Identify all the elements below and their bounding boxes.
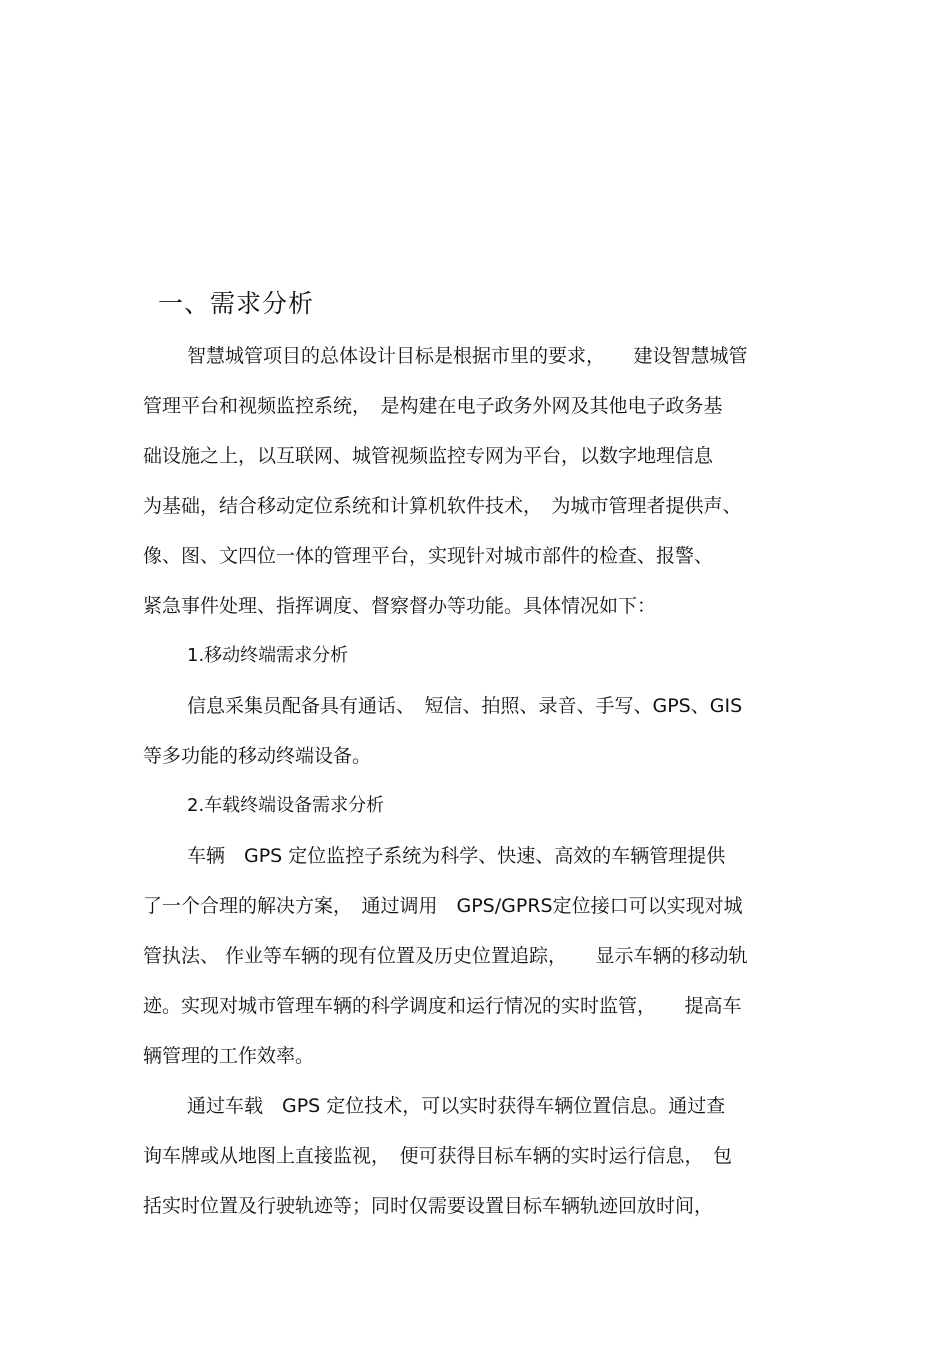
paragraph-line: 为基础，结合移动定位系统和计算机软件技术， 为城市管理者提供声、 <box>143 495 742 517</box>
paragraph-line: 像、图、文四位一体的管理平台，实现针对城市部件的检查、报警、 <box>143 545 714 567</box>
paragraph-line: 询车牌或从地图上直接监视， 便可获得目标车辆的实时运行信息， 包 <box>143 1145 733 1167</box>
paragraph-line: 辆管理的工作效率。 <box>143 1045 315 1067</box>
paragraph-line: 紧急事件处理、指挥调度、督察督办等功能。具体情况如下： <box>143 595 657 617</box>
subsection-heading: 2.车载终端设备需求分析 <box>187 795 385 816</box>
paragraph-line: 智慧城管项目的总体设计目标是根据市里的要求， 建设智慧城管 <box>187 345 748 367</box>
paragraph-line: 迹。实现对城市管理车辆的科学调度和运行情况的实时监管， 提高车 <box>143 995 742 1017</box>
section-heading: 一、需求分析 <box>158 289 315 318</box>
subsection-heading: 1.移动终端需求分析 <box>187 645 349 666</box>
paragraph-line: 括实时位置及行驶轨迹等；同时仅需要设置目标车辆轨迹回放时间， <box>143 1195 714 1217</box>
paragraph-line: 信息采集员配备具有通话、 短信、拍照、录音、手写、GPS、GIS <box>187 695 743 717</box>
paragraph-line: 管理平台和视频监控系统， 是构建在电子政务外网及其他电子政务基 <box>143 395 723 417</box>
paragraph-line: 等多功能的移动终端设备。 <box>143 745 372 767</box>
paragraph-line: 管执法、 作业等车辆的现有位置及历史位置追踪， 显示车辆的移动轨 <box>143 945 748 967</box>
paragraph-line: 通过车载 GPS 定位技术，可以实时获得车辆位置信息。通过查 <box>187 1095 726 1117</box>
paragraph-line: 车辆 GPS 定位监控子系统为科学、快速、高效的车辆管理提供 <box>187 845 726 867</box>
paragraph-line: 础设施之上，以互联网、城管视频监控专网为平台，以数字地理信息 <box>143 445 714 467</box>
paragraph-line: 了一个合理的解决方案， 通过调用 GPS/GPRS定位接口可以实现对城 <box>143 895 743 917</box>
